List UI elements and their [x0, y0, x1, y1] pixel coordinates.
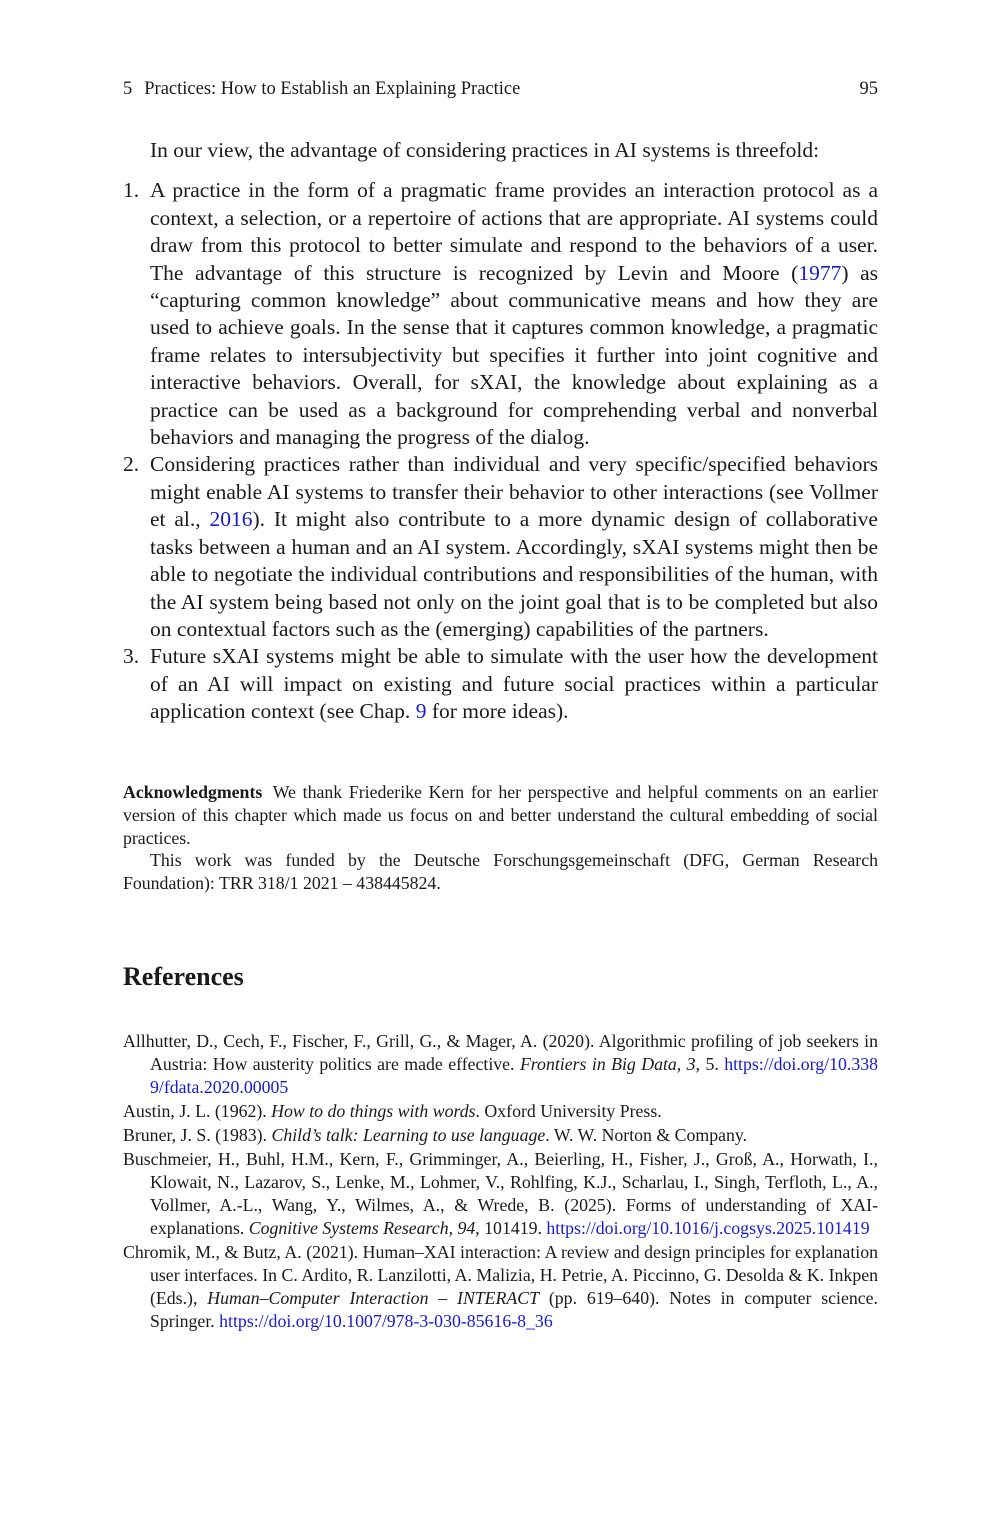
reference-source: Child’s talk: Learning to use language: [271, 1125, 546, 1146]
list-number: 1.: [123, 178, 140, 203]
reference-source: How to do things with words: [271, 1100, 476, 1121]
list-text: Considering practices rather than individual and very specific/specified behaviors might enable AI systems to transfer their behavior to other interactions (see Vollmer et al.,: [150, 452, 878, 532]
reference-doi-link[interactable]: https://doi.org/10.1007/978-3-030-85616-8_36: [219, 1310, 553, 1331]
list-text: for more ideas).: [426, 699, 569, 724]
chapter-number: 5: [123, 79, 133, 99]
reference-text: Austin, J. L. (1962).: [123, 1100, 272, 1121]
reference-entry: [123, 1148, 878, 1239]
reference-entry: [123, 1100, 878, 1123]
reference-entry: [123, 1030, 878, 1098]
reference-text: , 5.: [695, 1053, 725, 1074]
reference-source: Human–Computer Interaction – INTERACT: [207, 1287, 540, 1308]
reference-entry: [123, 1241, 878, 1332]
reference-text: (pp. 619–640). Notes in computer science. Springer.: [150, 1287, 879, 1331]
intro-paragraph: In our view, the advantage of considering practices in AI systems is threefold:: [150, 138, 820, 162]
advantages-list: [123, 177, 878, 725]
running-head: [123, 79, 878, 100]
reference-doi-link[interactable]: https://doi.org/10.3389/fdata.2020.00005: [150, 1053, 879, 1097]
acknowledgments: [123, 781, 878, 895]
reference-entry: [123, 1124, 878, 1147]
reference-text: . Oxford University Press.: [475, 1100, 662, 1121]
list-text: ). It might also contribute to a more dynamic design of collaborative tasks between a human and an AI system. Accordingly, sXAI systems might then be able to negotiate the individual contributions and responsibilities of the human, with the AI system being based not only on the joint goal that is to be completed but also on contextual factors such as the (emerging) capabilities of the partners.: [150, 507, 878, 641]
reference-doi-link[interactable]: https://doi.org/10.1016/j.cogsys.2025.101419: [546, 1217, 870, 1238]
list-text: Future sXAI systems might be able to simulate with the user how the development of an AI will impact on existing and future social practices within a particular application context (see Chap.: [150, 644, 878, 724]
references-heading: References: [123, 962, 244, 991]
running-head-left: [123, 79, 532, 100]
acknowledgments-text: We thank Friederike Kern for her perspective and helpful comments on an earlier version of this chapter which made us focus on and better understand the cultural embedding of social practices.: [123, 782, 879, 848]
acknowledgments-paragraph: [123, 781, 878, 849]
reference-text: Chromik, M., & Butz, A. (2021). Human–XAI interaction: A review and design principles for explanation user interfaces. In C. Ardito, R. Lanzilotti, A. Malizia, H. Petrie, A. Piccinno, G. Desolda & K. Inkpen (Eds.),: [123, 1242, 878, 1308]
list-text: A practice in the form of a pragmatic frame provides an interaction protocol as a context, a selection, or a repertoire of actions that are appropriate. AI systems could draw from this protocol to better simulate and respond to the behaviors of a user. The advantage of this structure is recognized by Levin and Moore (: [150, 178, 878, 285]
list-number: 3.: [123, 644, 140, 669]
chapter-link[interactable]: 9: [415, 699, 427, 724]
list-item: [123, 177, 878, 451]
body-text: [123, 137, 878, 726]
citation-link[interactable]: 1977: [798, 260, 842, 285]
references-list: [123, 1030, 878, 1334]
citation-link[interactable]: 2016: [209, 507, 253, 532]
reference-text: , 101419.: [475, 1217, 547, 1238]
list-text: ) as “capturing common knowledge” about communicative means and how they are used to achieve goals. In the sense that it captures common knowledge, a pragmatic frame relates to intersubjectivity but specifies it further into joint cognitive and interactive behaviors. Overall, for sXAI, the knowledge about explaining as a practice can be used as a background for comprehending verbal and nonverbal behaviors and managing the progress of the dialog.: [150, 260, 878, 450]
acknowledgments-heading: Acknowledgments: [123, 782, 263, 802]
reference-text: Buschmeier, H., Buhl, H.M., Kern, F., Grimminger, A., Beierling, H., Fisher, J., Groß, A., Horwath, I., Klowait, N., Lazarov, S., Lenke, M., Lohmer, V., Rohlfing, K.J., Scharlau, I., Singh, Terfloth, L., A., Vollmer, A.-L., Wang, Y., Wilmes, A., & Wrede, B. (2025). Forms of understanding of XAI-explanations.: [123, 1149, 878, 1238]
reference-text: Bruner, J. S. (1983).: [123, 1125, 272, 1146]
list-number: 2.: [123, 452, 140, 477]
list-item: [123, 643, 878, 725]
list-item: [123, 451, 878, 643]
funding-paragraph: This work was funded by the Deutsche Forschungsgemeinschaft (DFG, German Research Foundation): TRR 318/1 2021 – 438445824.: [123, 850, 878, 894]
page-number: 95: [859, 79, 878, 99]
reference-source: Cognitive Systems Research, 94: [248, 1217, 476, 1238]
reference-source: Frontiers in Big Data, 3: [519, 1053, 696, 1074]
reference-text: Allhutter, D., Cech, F., Fischer, F., Grill, G., & Mager, A. (2020). Algorithmic profiling of job seekers in Austria: How austerity politics are made effective.: [123, 1031, 878, 1074]
reference-text: . W. W. Norton & Company.: [545, 1125, 748, 1146]
chapter-title: Practices: How to Establish an Explaining Practice: [144, 79, 521, 99]
